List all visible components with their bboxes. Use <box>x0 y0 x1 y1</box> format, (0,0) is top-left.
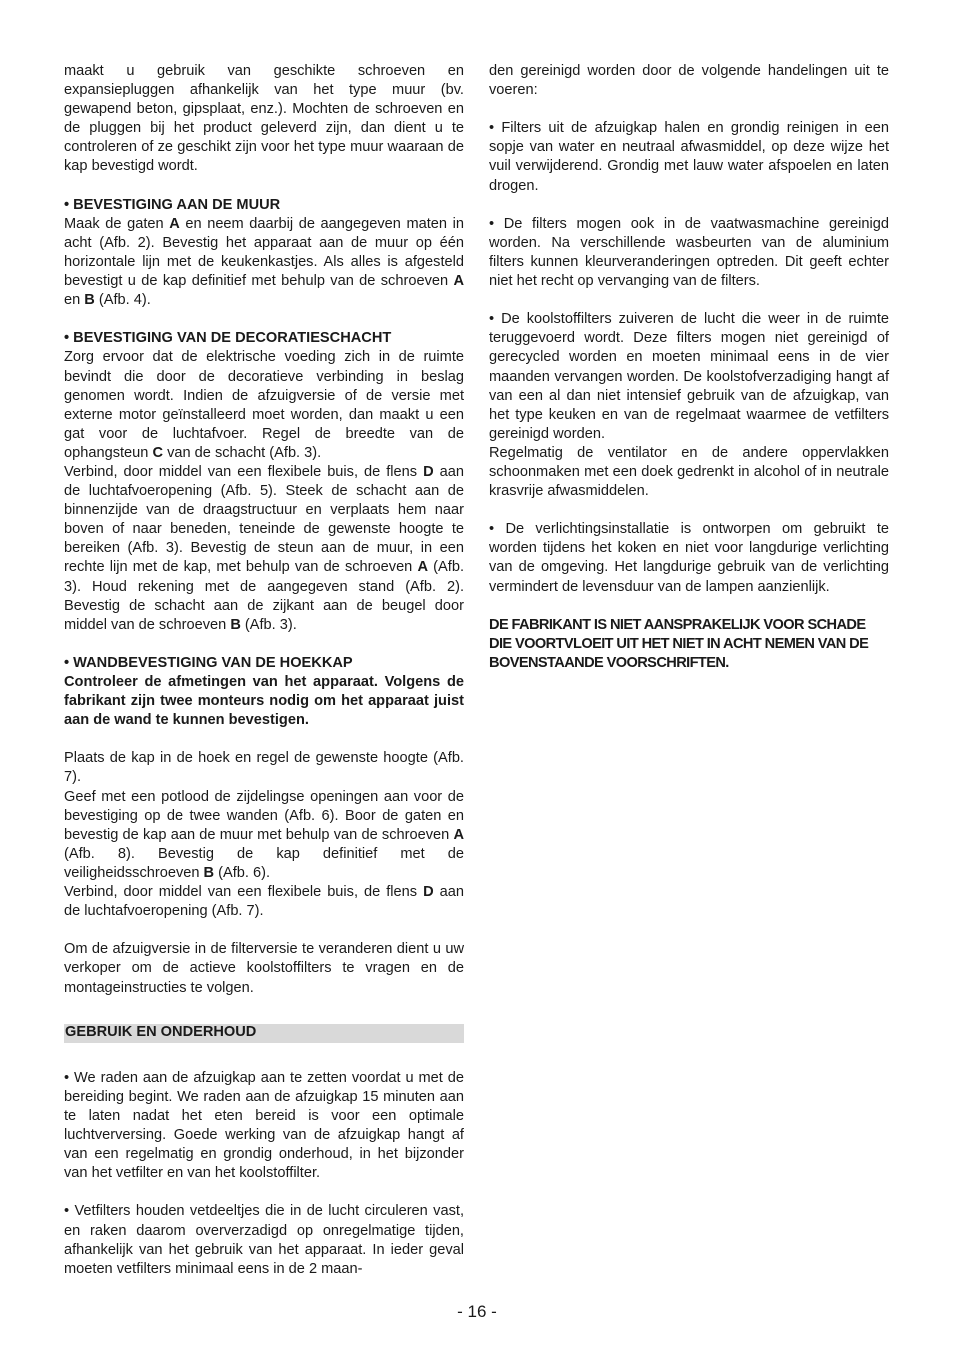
usage-paragraph-1: • We raden aan de afzuigkap aan te zetten voordat u met de bereiding begint. We raden aan de afzuigkap 15 minuten aan te laten nadat het eten bereid is voor een optimale luchtverversing. Goede werking van de afzuigkap hangt af van een regelmatig en grondig onderhoud, in het bijzonder van het vetfilter en van het koolstoffilter. <box>64 1069 464 1182</box>
corner-paragraph-1: Plaats de kap in de hoek en regel de gewenste hoogte (Afb. 7). <box>64 750 464 786</box>
filter-version-paragraph: Om de afzuigversie in de filterversie te veranderen dient u uw verkoper om de actieve koolstoffilters te vragen en de montageinstructies te volgen. <box>64 941 464 996</box>
wall-mount-paragraph: Maak de gaten A en neem daarbij de aangegeven maten in acht (Afb. 2). Bevestig het apparaat aan de muur op één horizontale lijn met de keukenkastjes. Als alles is afgesteld bevestigt u de kap definitief met behulp van de schroeven A en B (Afb. 4). <box>64 215 464 309</box>
corner-mount-warning: Controleer de afmetingen van het apparaat. Volgens de fabrikant zijn twee monteurs nodig om het apparaat juist aan de wand te kunnen bevestigen. <box>64 674 464 729</box>
maintenance-paragraph-4: Regelmatig de ventilator en de andere oppervlakken schoonmaken met een doek gedrenkt in alcohol of in neutrale krasvrije afwasmiddelen. <box>489 444 889 500</box>
corner-paragraph-2: Geef met een potlood de zijdelingse openingen aan voor de bevestiging op de twee wanden (Afb. 6). Boor de gaten en bevestig de kap aan de muur met behulp van de schroeven A (Afb. 8). Bevestig de kap definitief met de veiligheidsschroeven B (Afb. 6). <box>64 788 464 881</box>
corner-paragraph-3: Verbind, door middel van een flexibele buis, de flens D aan de luchtafvoeropening (Afb. 7). <box>64 884 464 920</box>
maintenance-paragraph-3: • De koolstoffilters zuiveren de lucht die weer in de ruimte teruggevoerd wordt. Deze filters mogen niet gereinigd of gerecycled worden en moeten minimaal eens in de vier maanden vervangen worden. De koolstofverzadiging hangt af van een al dan niet intensief gebruik van de afzuigkap, van het type keuken en van de regelmaat waarmee de vetfilters gereinigd worden. <box>489 311 889 442</box>
wall-mount-heading: • BEVESTIGING AAN DE MUUR <box>64 196 281 213</box>
right-column <box>489 62 889 673</box>
intro-paragraph: maakt u gebruik van geschikte schroeven en expansiepluggen afhankelijk van het type muur (bv. gewapend beton, gipsplaat, enz.). Mochten de schroeven en de pluggen bij het product geleverd zijn, dan dient u te controleren of ze geschikt zijn voor het type muur waaraan de kap bevestigd wordt. <box>64 63 464 175</box>
usage-paragraph-2: • Vetfilters houden vetdeeltjes die in de lucht circuleren vast, en raken daarom oververzadigd op onregelmatige tijden, afhankelijk van het gebruik van het apparaat. In ieder geval moeten vetfilters minimaal eens in de 2 maan- <box>64 1203 464 1277</box>
corner-mount-heading: • WANDBEVESTIGING VAN DE HOEKKAP <box>64 654 353 671</box>
maintenance-paragraph-2: • De filters mogen ook in de vaatwasmachine gereinigd worden. Na verschillende wasbeurten van de aluminium filters kunnen kleurveranderingen optreden. Dit geeft echter niet het recht op vervanging van de filters. <box>489 215 889 290</box>
page-number: - 16 - <box>457 1302 497 1321</box>
usage-section-title: GEBRUIK EN ONDERHOUD <box>64 1024 464 1043</box>
maintenance-paragraph-0: den gereinigd worden door de volgende handelingen uit te voeren: <box>489 63 889 99</box>
liability-warning: DE FABRIKANT IS NIET AANSPRAKELIJK VOOR SCHADE DIE VOORTVLOEIT UIT HET NIET IN ACHT NEMEN VAN DE BOVENSTAANDE VOORSCHRIFTEN. <box>489 616 869 671</box>
chimney-heading: • BEVESTIGING VAN DE DECORATIESCHACHT <box>64 330 392 347</box>
maintenance-paragraph-1: • Filters uit de afzuigkap halen en grondig reinigen in een sopje van water en neutraal afwasmiddel, op deze wijze het vuil verwijderend. Grondig met lauw water afspoelen en laten drogen. <box>489 120 889 194</box>
lighting-paragraph: • De verlichtingsinstallatie is ontworpen om gebruikt te worden tijdens het koken en niet voor langdurige verlichting van de omgeving. Het langdurige gebruik van de verlichting vermindert de levensduur van de lampen aanzienlijk. <box>489 521 889 595</box>
chimney-paragraph-2: Verbind, door middel van een flexibele buis, de flens D aan de luchtafvoeropening (Afb. 5). Steek de schacht aan de binnenzijde van de draagstructuur en verplaats hem naar boven of naar beneden, teneinde de gewenste hoogte te bereiken (Afb. 3). Bevestig de steun aan de muur, in een rechte lijn met de kap, met behulp van de schroeven A (Afb. 3). Houd rekening met de aangegeven stand (Afb. 2). Bevestig de schacht aan de zijkant aan de beugel door middel van de schroeven B (Afb. 3). <box>64 463 465 633</box>
chimney-paragraph-1: Zorg ervoor dat de elektrische voeding zich in de ruimte bevindt die door de decoratieve verbinding in beslag genomen wordt. Indien de afzuigversie of de versie met externe motor geïnstalleerd moet worden, dan maakt u een gat voor de luchtafvoer. Regel de breedte van de ophangsteun C van de schacht (Afb. 3). <box>64 349 464 461</box>
left-column <box>64 62 464 1279</box>
